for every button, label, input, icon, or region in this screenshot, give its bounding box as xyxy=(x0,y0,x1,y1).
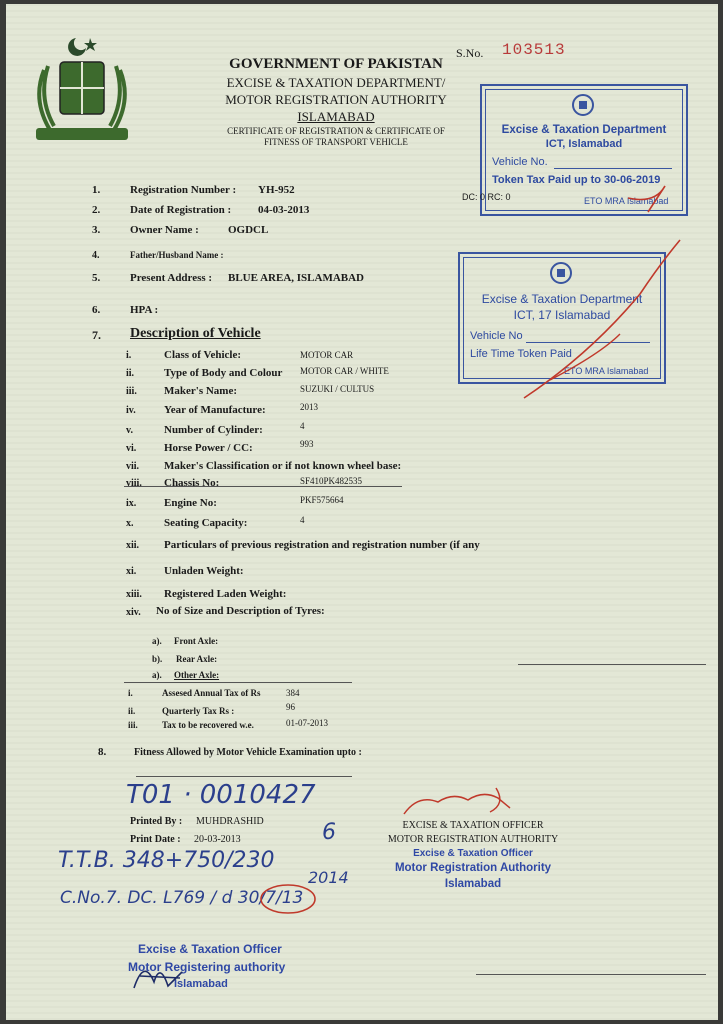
registration-certificate xyxy=(6,4,718,1020)
stamp2-token: Life Time Token Paid xyxy=(470,348,572,360)
owner-name: OGDCL xyxy=(228,224,269,236)
axle-num: b). xyxy=(152,654,163,664)
field-label: Father/Husband Name : xyxy=(130,250,224,260)
veh-num: ix. xyxy=(126,498,137,509)
body-colour: MOTOR CAR / WHITE xyxy=(300,366,389,376)
stamp2-sub: ICT, 17 Islamabad xyxy=(513,308,611,322)
horse-power: 993 xyxy=(300,439,314,449)
authority-title: MOTOR REGISTRATION AUTHORITY xyxy=(225,92,447,107)
gov-title: GOVERNMENT OF PAKISTAN xyxy=(229,56,443,72)
veh-label: Registered Laden Weight: xyxy=(164,588,287,600)
handwritten-number: T01 · 0010427 xyxy=(126,780,316,810)
cert-line-1: CERTIFICATE OF REGISTRATION & CERTIFICATE OF xyxy=(227,126,445,136)
registration-number: YH-952 xyxy=(258,184,295,196)
tax-num: ii. xyxy=(128,706,136,716)
stamp1-sub: ICT, Islamabad xyxy=(545,138,623,150)
stamp1-vehicle: Vehicle No. xyxy=(492,156,548,168)
veh-label: Seating Capacity: xyxy=(164,517,248,529)
veh-num: iii. xyxy=(126,386,137,397)
field-num: 5. xyxy=(92,272,101,284)
axle-num: a). xyxy=(152,670,162,680)
stamp4-line3: Islamabad xyxy=(174,978,228,990)
print-date: 20-03-2013 xyxy=(194,834,241,845)
section-title-vehicle: Description of Vehicle xyxy=(130,326,261,341)
chassis-number: SF410PK482535 xyxy=(300,476,363,486)
veh-label: Number of Cylinder: xyxy=(164,424,263,436)
engine-number: PKF575664 xyxy=(300,495,344,505)
field-num: 2. xyxy=(92,204,101,216)
veh-label: Horse Power / CC: xyxy=(164,442,253,454)
printed-by-label: Printed By : xyxy=(130,816,183,827)
cert-line-2: FITNESS OF TRANSPORT VEHICLE xyxy=(264,137,408,147)
veh-num: xiii. xyxy=(126,589,142,600)
tax-recovered-date: 01-07-2013 xyxy=(286,718,328,728)
red-circle-mark xyxy=(258,882,318,916)
dc-rc: DC: 0 RC: 0 xyxy=(462,192,511,202)
field-num: 7. xyxy=(92,328,101,342)
veh-num: vi. xyxy=(126,443,137,454)
officer-stamp xyxy=(368,784,578,894)
dept-title: EXCISE & TAXATION DEPARTMENT/ xyxy=(226,75,446,90)
stamp2-eto: ETO MRA Islamabad xyxy=(564,366,649,376)
field-num: 4. xyxy=(92,250,100,261)
registration-date: 04-03-2013 xyxy=(258,204,310,216)
veh-num: ii. xyxy=(126,368,135,379)
veh-label: Unladen Weight: xyxy=(164,565,244,577)
stamp-emblem-icon xyxy=(570,92,596,118)
printed-by: MUHDRASHID xyxy=(196,816,264,827)
rear-axle-label: Rear Axle: xyxy=(176,654,218,664)
tax-recovered-label: Tax to be recovered w.e. xyxy=(162,720,254,730)
stamp1-eto: ETO MRA Islamabad xyxy=(584,196,669,206)
axle-num: a). xyxy=(152,636,162,646)
handwritten-case-number: C.No.7. DC. L769 / d 30/7/13 xyxy=(60,888,304,908)
veh-num: v. xyxy=(126,425,133,436)
class-of-vehicle: MOTOR CAR xyxy=(300,350,354,360)
handwritten-ttb: T.T.B. 348+750/230 xyxy=(58,848,275,873)
veh-label: Particulars of previous registration and registration number (if any xyxy=(164,539,480,551)
field-label: Owner Name : xyxy=(130,224,199,236)
veh-label: Maker's Classification or if not known wheel base: xyxy=(164,460,402,472)
signature-icon xyxy=(398,784,518,818)
veh-label: Year of Manufacture: xyxy=(164,404,266,416)
stamp3-line3: Excise & Taxation Officer xyxy=(413,848,533,859)
stamp3-line2: MOTOR REGISTRATION AUTHORITY xyxy=(387,834,559,845)
stamp3-line5: Islamabad xyxy=(444,878,502,890)
print-date-label: Print Date : xyxy=(130,834,181,845)
maker-name: SUZUKI / CULTUS xyxy=(300,384,375,394)
present-address: BLUE AREA, ISLAMABAD xyxy=(228,272,364,284)
veh-num: i. xyxy=(126,350,132,361)
officer-stamp-2 xyxy=(110,942,310,1002)
field-label: Date of Registration : xyxy=(130,204,232,216)
field-label: Present Address : xyxy=(130,272,213,284)
state-emblem-icon xyxy=(26,30,138,150)
city-title: ISLAMABAD xyxy=(297,109,375,124)
veh-label: Class of Vehicle: xyxy=(164,349,241,361)
annual-tax-value: 384 xyxy=(286,688,300,698)
veh-num: xii. xyxy=(126,540,140,551)
veh-num: x. xyxy=(126,518,134,529)
stamp3-line1: EXCISE & TAXATION OFFICER xyxy=(402,820,544,831)
quarterly-tax-label: Quarterly Tax Rs : xyxy=(162,706,235,716)
stamp4-line2: Motor Registering authority xyxy=(128,960,286,974)
signature-icon xyxy=(130,952,190,996)
front-axle-label: Front Axle: xyxy=(174,636,219,646)
veh-label: Engine No: xyxy=(164,497,217,509)
field-num: 8. xyxy=(98,746,107,758)
handwritten-6: 6 xyxy=(322,820,336,845)
fitness-label: Fitness Allowed by Motor Vehicle Examination upto : xyxy=(134,747,362,758)
red-checkmarks xyxy=(520,184,710,404)
veh-label: Type of Body and Colour xyxy=(164,367,283,379)
stamp3-line4: Motor Registration Authority xyxy=(394,862,552,874)
annual-tax-label: Assesed Annual Tax of Rs xyxy=(162,688,261,698)
other-axle-label: Other Axle: xyxy=(174,670,220,680)
stamp2-title: Excise & Taxation Department xyxy=(481,292,643,306)
veh-num: iv. xyxy=(126,405,136,416)
veh-label: Maker's Name: xyxy=(164,385,238,397)
handwritten-year: 2014 xyxy=(308,868,349,887)
veh-label: No of Size and Description of Tyres: xyxy=(156,605,325,617)
veh-num: vii. xyxy=(126,461,140,472)
veh-num: xi. xyxy=(126,566,137,577)
stamp2-vehicle: Vehicle No xyxy=(470,330,523,342)
field-label: Registration Number : xyxy=(130,184,237,196)
stamp4-line1: Excise & Taxation Officer xyxy=(138,942,282,956)
veh-label: Chassis No: xyxy=(164,477,220,489)
tax-num: i. xyxy=(128,688,133,698)
field-num: 6. xyxy=(92,304,101,316)
tax-num: iii. xyxy=(128,720,138,730)
stamp1-token: Token Tax Paid up to 30-06-2019 xyxy=(492,174,661,186)
year-of-manufacture: 2013 xyxy=(300,402,318,412)
quarterly-tax-value: 96 xyxy=(286,702,295,712)
veh-num: viii. xyxy=(126,478,142,489)
veh-num: xiv. xyxy=(126,607,141,618)
seating-capacity: 4 xyxy=(300,515,305,525)
cylinders: 4 xyxy=(300,421,305,431)
serial-label: S.No. xyxy=(456,46,484,60)
field-label: HPA : xyxy=(130,304,159,316)
field-num: 1. xyxy=(92,184,101,196)
field-num: 3. xyxy=(92,224,101,236)
stamp1-title: Excise & Taxation Department xyxy=(501,124,667,136)
serial-number: 103513 xyxy=(502,41,566,59)
